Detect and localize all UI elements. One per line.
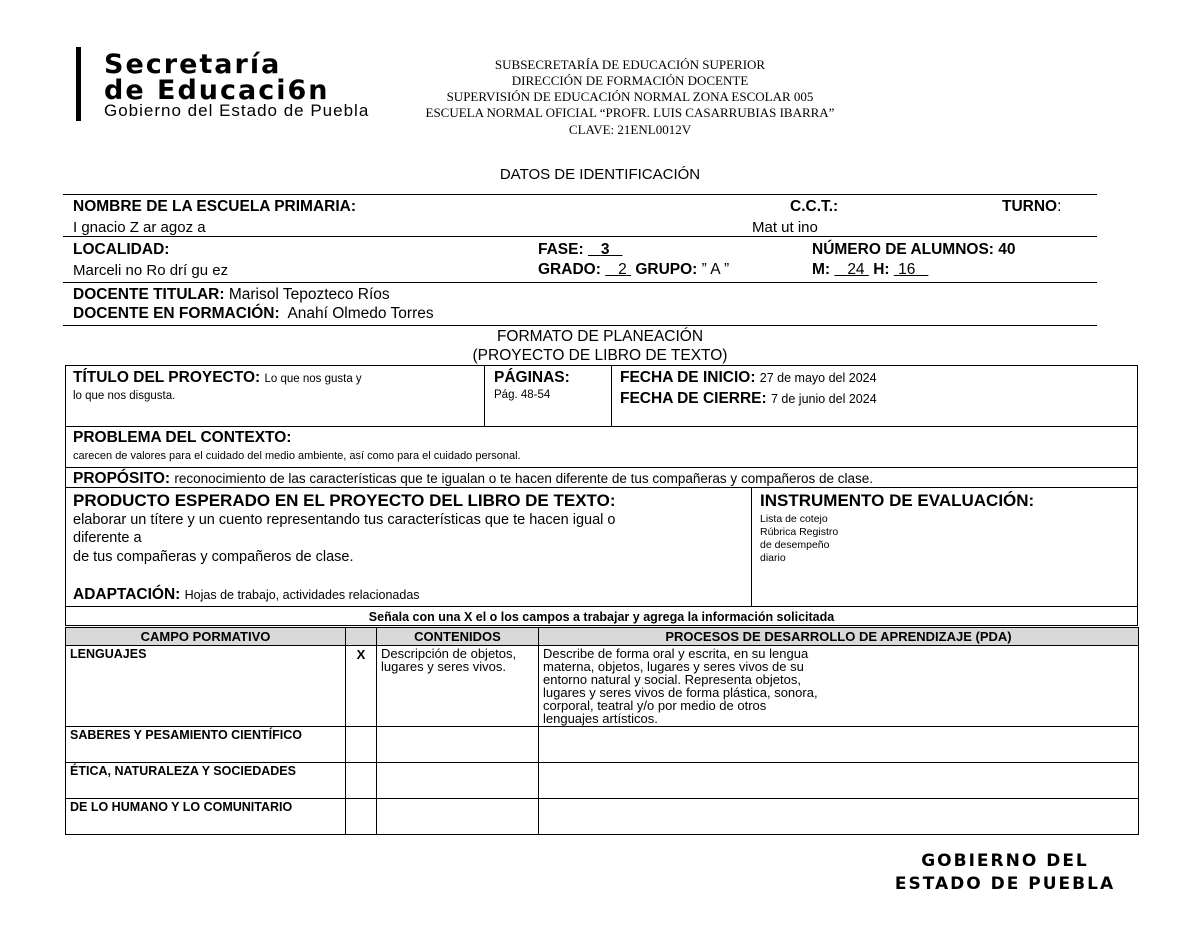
section-title: DATOS DE IDENTIFICACIÓN xyxy=(499,166,701,183)
titulo-row xyxy=(73,369,362,387)
h-value: 16 xyxy=(898,261,916,278)
project-rule-4 xyxy=(65,606,1138,607)
localidad-value: Marceli no Ro drí gu ez xyxy=(73,262,229,279)
instrumento-item: de desempeño xyxy=(760,539,830,551)
paginas-label: PÁGINAS: xyxy=(494,369,570,386)
pda-cell xyxy=(539,763,1139,799)
project-rule-1 xyxy=(65,426,1138,427)
problema-label: PROBLEMA DEL CONTEXTO: xyxy=(73,429,292,446)
footer-line-1: GOBIERNO DEL xyxy=(921,851,1089,871)
school-value: I gnacio Z ar agoz a xyxy=(73,219,206,236)
cierre-label: FECHA DE CIERRE: xyxy=(620,390,767,407)
campo-cell: DE LO HUMANO Y LO COMUNITARIO xyxy=(66,799,346,835)
alumnos-label: NÚMERO DE ALUMNOS: 40 xyxy=(812,241,1016,258)
pda-cell: Describe de forma oral y escrita, en su lengua materna, objetos, lugares y seres vivos de su entorno natural y social. Representa objetos, lugares y seres vivos de forma plástica, sonora, corporal, teatral y/o por medio de otros lenguajes artísticos. xyxy=(539,646,1139,727)
plan-title-1: FORMATO DE PLANEACIÓN xyxy=(496,328,704,345)
table-row xyxy=(66,727,1139,763)
footer-line-2: ESTADO DE PUEBLA xyxy=(894,874,1116,894)
m-value: 24 xyxy=(847,261,865,278)
header-mark xyxy=(346,628,377,646)
turno-field xyxy=(1002,198,1061,216)
header-line-3: SUPERVISIÓN DE EDUCACIÓN NORMAL ZONA ESCOLAR 005 xyxy=(446,89,814,104)
mh-field xyxy=(812,261,928,279)
project-divider-1 xyxy=(484,366,485,427)
pda-cell xyxy=(539,727,1139,763)
campo-cell: LENGUAJES xyxy=(66,646,346,727)
header-campo: CAMPO PORMATIVO xyxy=(66,628,346,646)
grado-label: GRADO: xyxy=(538,261,606,278)
inicio-row xyxy=(620,369,877,387)
header-line-2: DIRECCIÓN DE FORMACIÓN DOCENTE xyxy=(511,73,749,88)
rule-top xyxy=(63,194,1097,195)
formacion-label: DOCENTE EN FORMACIÓN: xyxy=(73,305,280,322)
contenidos-cell xyxy=(377,799,539,835)
header-contenidos: CONTENIDOS xyxy=(377,628,539,646)
instrumento-list xyxy=(760,513,838,565)
formacion-value: Anahí Olmedo Torres xyxy=(287,305,434,322)
cierre-value: 7 de junio del 2024 xyxy=(771,392,877,406)
problema-value: carecen de valores para el cuidado del medio ambiente, así como para el cuidado personal. xyxy=(73,450,521,462)
producto-value-2: diferente a xyxy=(73,530,142,546)
plan-title-2: (PROYECTO DE LIBRO DE TEXTO) xyxy=(472,347,728,364)
header-line-5: CLAVE: 21ENL0012V xyxy=(568,122,692,137)
header-pda: PROCESOS DE DESARROLLO DE APRENDIZAJE (PDA) xyxy=(539,628,1139,646)
formacion-row xyxy=(73,305,434,323)
m-label: M: xyxy=(812,261,835,278)
contenidos-cell: Descripción de objetos, lugares y seres vivos. xyxy=(377,646,539,727)
localidad-label: LOCALIDAD: xyxy=(73,241,170,258)
campo-cell: SABERES Y PESAMIENTO CIENTÍFICO xyxy=(66,727,346,763)
logo-bar xyxy=(76,47,81,121)
paginas-value: Pág. 48-54 xyxy=(494,389,551,401)
turno-value: Mat ut ino xyxy=(752,219,818,236)
titular-row xyxy=(73,286,390,304)
pda-cell xyxy=(539,799,1139,835)
titulo-value-2: lo que nos disgusta. xyxy=(73,390,176,402)
grupo-value: ” A ” xyxy=(701,261,730,278)
instrumento-item: Lista de cotejo xyxy=(760,513,828,525)
header-line-4: ESCUELA NORMAL OFICIAL “PROFR. LUIS CASARRUBIAS IBARRA” xyxy=(425,105,835,120)
logo-gobierno: Gobierno del Estado de Puebla xyxy=(104,101,370,120)
table-row xyxy=(66,646,1139,727)
producto-value-3: de tus compañeras y compañeros de clase. xyxy=(73,549,354,565)
titulo-value-1: Lo que nos gusta y xyxy=(264,373,362,385)
cct-label: C.C.T.: xyxy=(790,198,839,215)
fase-field xyxy=(538,241,622,259)
adaptacion-row xyxy=(73,586,420,604)
instrumento-item: diario xyxy=(760,552,786,564)
titular-label: DOCENTE TITULAR: xyxy=(73,286,225,303)
cierre-row xyxy=(620,390,877,408)
rule-localidad xyxy=(63,282,1097,283)
rule-docentes xyxy=(63,325,1097,326)
table-row xyxy=(66,763,1139,799)
adaptacion-value: Hojas de trabajo, actividades relacionadas xyxy=(184,588,420,602)
mark-cell[interactable] xyxy=(346,763,377,799)
mark-cell[interactable] xyxy=(346,799,377,835)
mark-cell[interactable] xyxy=(346,727,377,763)
logo-educacion: de Educaci6n xyxy=(104,75,330,106)
titular-value: Marisol Tepozteco Ríos xyxy=(228,286,390,303)
instrumento-item: Rúbrica Registro xyxy=(760,526,839,538)
producto-label: PRODUCTO ESPERADO EN EL PROYECTO DEL LIBRO DE TEXTO: xyxy=(73,491,616,510)
h-label: H: xyxy=(873,261,894,278)
school-label: NOMBRE DE LA ESCUELA PRIMARIA: xyxy=(73,198,357,215)
fase-label: FASE: xyxy=(538,241,588,258)
table-header-row xyxy=(66,628,1139,646)
project-divider-3 xyxy=(751,487,752,607)
contenidos-cell xyxy=(377,727,539,763)
inicio-label: FECHA DE INICIO: xyxy=(620,369,756,386)
campos-table xyxy=(65,627,1139,835)
adaptacion-label: ADAPTACIÓN: xyxy=(73,586,181,603)
inicio-value: 27 de mayo del 2024 xyxy=(759,371,877,385)
project-rule-2 xyxy=(65,467,1138,468)
proposito-value: reconocimiento de las características que te igualan o te hacen diferente de tus compañeras y compañeros de clase. xyxy=(174,471,874,486)
campo-cell: ÉTICA, NATURALEZA Y SOCIEDADES xyxy=(66,763,346,799)
fase-value: 3 xyxy=(600,241,610,258)
logo-secretaria: Secretaría xyxy=(104,49,282,80)
turno-colon: : xyxy=(1057,198,1062,215)
producto-value-1: elaborar un títere y un cuento representando tus características que te hacen igual o xyxy=(73,512,616,528)
contenidos-cell xyxy=(377,763,539,799)
grado-grupo-field xyxy=(538,261,729,279)
project-divider-2 xyxy=(611,366,612,427)
instruction: Señala con una X el o los campos a trabajar y agrega la información solicitada xyxy=(368,610,835,624)
titulo-label: TÍTULO DEL PROYECTO: xyxy=(73,369,261,386)
table-row xyxy=(66,799,1139,835)
grado-value: 2 xyxy=(618,261,627,278)
proposito-row xyxy=(73,470,873,488)
rule-school xyxy=(63,236,1097,237)
instrumento-label: INSTRUMENTO DE EVALUACIÓN: xyxy=(760,491,1035,510)
mark-cell[interactable]: X xyxy=(346,646,377,727)
grupo-label: GRUPO: xyxy=(635,261,702,278)
turno-label: TURNO xyxy=(1002,198,1058,215)
proposito-label: PROPÓSITO: xyxy=(73,470,171,487)
header-line-1: SUBSECRETARÍA DE EDUCACIÓN SUPERIOR xyxy=(494,57,766,72)
